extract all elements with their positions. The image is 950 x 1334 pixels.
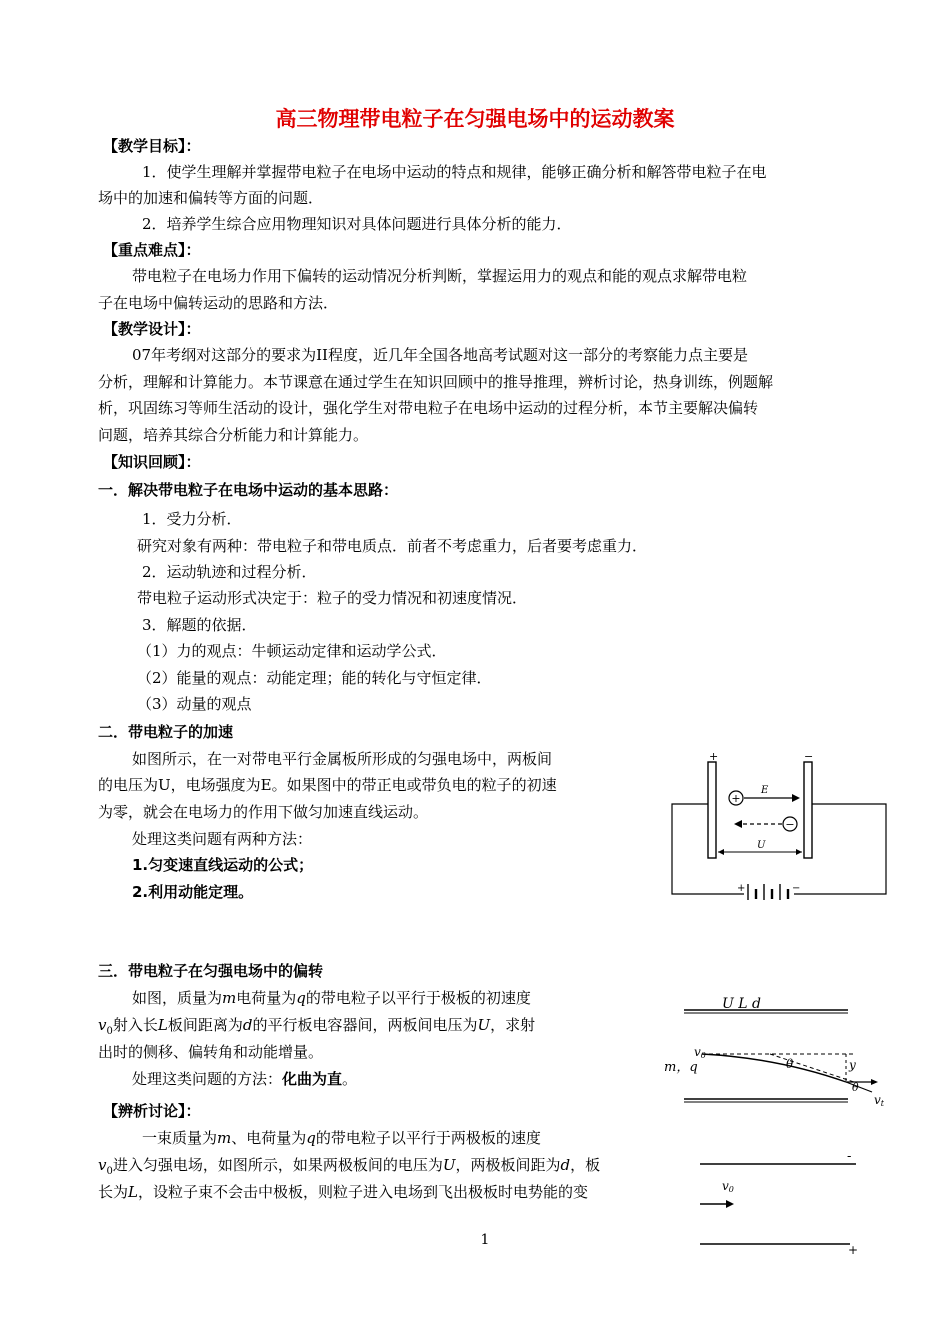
review-item-2-detail: 带电粒子运动形式决定于：粒子的受力情况和初速度情况． (137, 589, 528, 607)
battery-minus: − (792, 883, 801, 894)
keypoints-heading: 【重点难点】： (103, 241, 201, 259)
review-item-1: 1．受力分析． (142, 510, 242, 528)
page-title: 高三物理带电粒子在匀强电场中的运动教案 (275, 107, 675, 131)
top-plate-sign: - (847, 1150, 852, 1164)
deflection-diagram (658, 996, 892, 1110)
accel-method-2: 2.利用动能定理。 (132, 883, 254, 901)
vt-arrow (846, 1082, 872, 1092)
review-item-3: 3．解题的依据． (142, 616, 257, 634)
right-plate (804, 762, 812, 858)
battery-plus: + (737, 883, 746, 894)
review-view-1: （1）力的观点：牛顿运动定律和运动学公式． (137, 642, 447, 660)
goals-item-2: 2．培养学生综合应用物理知识对具体问题进行具体分析的能力． (142, 215, 572, 233)
particle-trajectory (702, 1054, 846, 1082)
discuss-line-3: 长为L，设粒子束不会击中极板，则粒子进入电场到飞出极板时电势能的变 (98, 1183, 588, 1201)
review-view-3: （3）动量的观点 (137, 695, 252, 713)
deflect-line-2: $v_0$射入长L板间距离为d的平行板电容器间，两板间电压为U，求射 (98, 1016, 536, 1037)
battery-symbol (748, 884, 788, 900)
voltage-label-U: U (757, 840, 766, 851)
review-item-2: 2．运动轨迹和过程分析． (142, 563, 317, 581)
discuss-line-1: 一束质量为m、电荷量为q的带电粒子以平行于两极板的速度 (142, 1129, 541, 1147)
review-section-1: 一．解决带电粒子在电场中运动的基本思路： (98, 481, 399, 499)
positive-particle-sign: + (731, 792, 741, 805)
goals-heading: 【教学目标】： (103, 137, 201, 155)
page-number: 1 (480, 1232, 490, 1248)
review-item-1-detail: 研究对象有两种：带电粒子和带电质点．前者不考虑重力，后者要考虑重力． (137, 537, 648, 555)
y-label: y (849, 1058, 856, 1072)
design-line-3: 析，巩固练习等师生活动的设计，强化学生对带电粒子在电场中运动的过程分析，本节主要解决偏转 (98, 399, 759, 417)
accel-line-1: 如图所示，在一对带电平行金属板所形成的匀强电场中，两板间 (132, 750, 553, 768)
review-view-2: （2）能量的观点：动能定理；能的转化与守恒定律． (137, 669, 492, 687)
theta-label-1: θ (786, 1057, 794, 1071)
theta-label-2: θ (852, 1081, 859, 1094)
left-plate (708, 762, 716, 858)
review-heading: 【知识回顾】： (103, 453, 201, 471)
discuss-line-2: $v_0$进入匀强电场，如图所示，如果两极板间的电压为U，两极板间距为d，板 (98, 1156, 601, 1177)
mass-charge-label: m，q (664, 1060, 698, 1075)
design-line-4: 问题，培养其综合分析能力和计算能力。 (98, 426, 369, 444)
acceleration-diagram (664, 748, 894, 900)
accel-line-3: 为零，就会在电场力的作用下做匀加速直线运动。 (98, 803, 429, 821)
left-plate-sign: + (709, 750, 719, 763)
reverse-extension-dashed (770, 1054, 854, 1082)
deflect-line-3: 出时的侧移、偏转角和动能增量。 (98, 1043, 324, 1061)
accel-method-1: 1.匀变速直线运动的公式； (132, 856, 314, 874)
design-line-2: 分析，理解和计算能力。本节课意在通过学生在知识回顾中的推导推理，辨析讨论，热身训练，例题解 (98, 373, 774, 391)
accel-line-2: 的电压为U，电场强度为E。如果图中的带正电或带负电的粒子的初速 (98, 776, 557, 794)
field-arrowhead (792, 794, 800, 802)
deflect-line-1: 如图，质量为m电荷量为q的带电粒子以平行于极板的初速度 (132, 989, 531, 1007)
v0-label: v0 (722, 1179, 734, 1194)
accel-line-4: 处理这类问题有两种方法： (132, 830, 313, 848)
goals-item-1-cont: 场中的加速和偏转等方面的问题． (98, 189, 324, 207)
design-line-1: 07年考纲对这部分的要求为II程度，近几年全国各地高考试题对这一部分的考察能力点主要是 (132, 346, 748, 364)
v0-label: v0 (694, 1045, 706, 1060)
deflect-heading: 三．带电粒子在匀强电场中的偏转 (98, 962, 324, 980)
vt-label: vt (874, 1093, 884, 1108)
right-plate-sign: − (804, 750, 814, 763)
keypoints-text: 带电粒子在电场力作用下偏转的运动情况分析判断，掌握运用力的观点和能的观点求解带电粒 (132, 267, 748, 285)
field-label-E: E (761, 785, 769, 796)
design-heading: 【教学设计】： (103, 320, 201, 338)
keypoints-text-cont: 子在电场中偏转运动的思路和方法． (98, 294, 339, 312)
negative-particle-sign: − (785, 818, 795, 831)
bottom-plate-sign: + (848, 1243, 859, 1257)
discuss-heading: 【辨析讨论】： (103, 1102, 201, 1120)
deflect-line-4: 处理这类问题的方法：化曲为直。 (132, 1070, 358, 1088)
negative-motion-arrowhead (734, 820, 742, 828)
plate-label: U L d (722, 996, 761, 1012)
accel-heading: 二．带电粒子的加速 (98, 723, 234, 741)
method-emphasis: 化曲为直 (282, 1070, 343, 1088)
goals-item-1: 1．使学生理解并掌握带电粒子在电场中运动的特点和规律，能够正确分析和解答带电粒子在电 (142, 163, 767, 181)
v0-arrowhead (726, 1200, 734, 1208)
